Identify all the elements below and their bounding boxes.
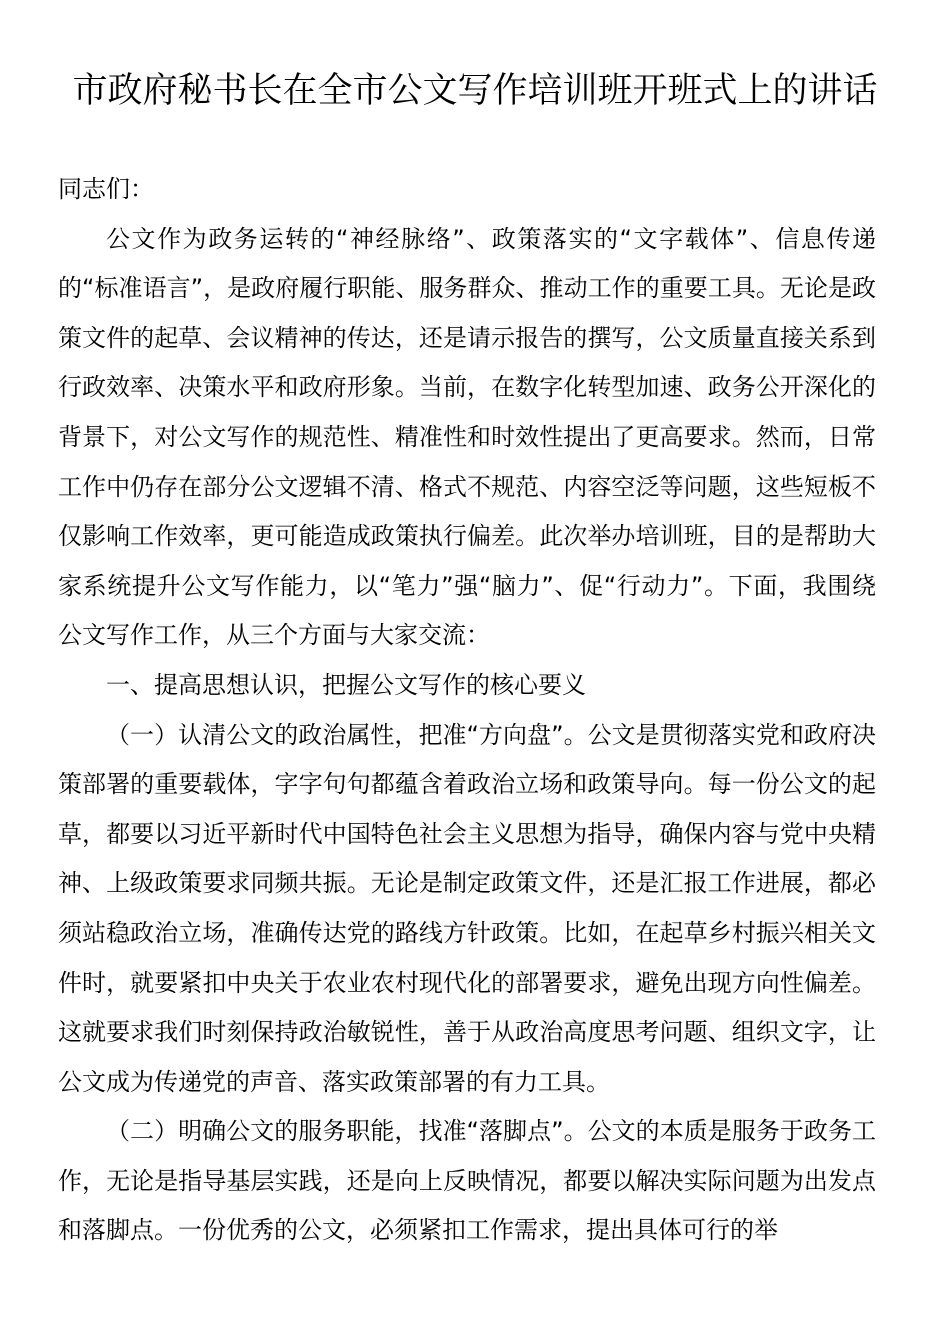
document-body	[58, 165, 876, 1256]
subsection-paragraph-1: （一）认清公文的政治属性，把准“方向盘”。公文是贯彻落实党和政府决策部署的重要载体，字字句句都蕴含着政治立场和政策导向。每一份公文的起草，都要以习近平新时代中国特色社会主义思想为指导，确保内容与党中央精神、上级政策要求同频共振。无论是制定政策文件，还是汇报工作进展，都必须站稳政治立场，准确传达党的路线方针政策。比如，在起草乡村振兴相关文件时，就要紧扣中央关于农业农村现代化的部署要求，避免出现方向性偏差。这就要求我们时刻保持政治敏锐性，善于从政治高度思考问题、组织文字，让公文成为传递党的声音、落实政策部署的有力工具。	[58, 720, 876, 1096]
document-title: 市政府秘书长在全市公文写作培训班开班式上的讲话	[72, 71, 878, 111]
intro-paragraph: 公文作为政务运转的“神经脉络”、政策落实的“文字载体”、信息传递的“标准语言”，是政府履行职能、服务群众、推动工作的重要工具。无论是政策文件的起草、会议精神的传达，还是请示报告的撰写，公文质量直接关系到行政效率、决策水平和政府形象。当前，在数字化转型加速、政务公开深化的背景下，对公文写作的规范性、精准性和时效性提出了更高要求。然而，日常工作中仍存在部分公文逻辑不清、格式不规范、内容空泛等问题，这些短板不仅影响工作效率，更可能造成政策执行偏差。此次举办培训班，目的是帮助大家系统提升公文写作能力，以“笔力”强“脑力”、促“行动力”。下面，我围绕公文写作工作，从三个方面与大家交流：	[58, 224, 876, 650]
salutation: 同志们：	[58, 175, 154, 203]
subsection-paragraph-2: （二）明确公文的服务职能，找准“落脚点”。公文的本质是服务于政务工作，无论是指导基层实践，还是向上反映情况，都要以解决实际问题为出发点和落脚点。一份优秀的公文，必须紧扣工作需求，提出具体可行的举	[58, 1117, 876, 1245]
section-heading-1: 一、提高思想认识，把握公文写作的核心要义	[106, 670, 586, 699]
